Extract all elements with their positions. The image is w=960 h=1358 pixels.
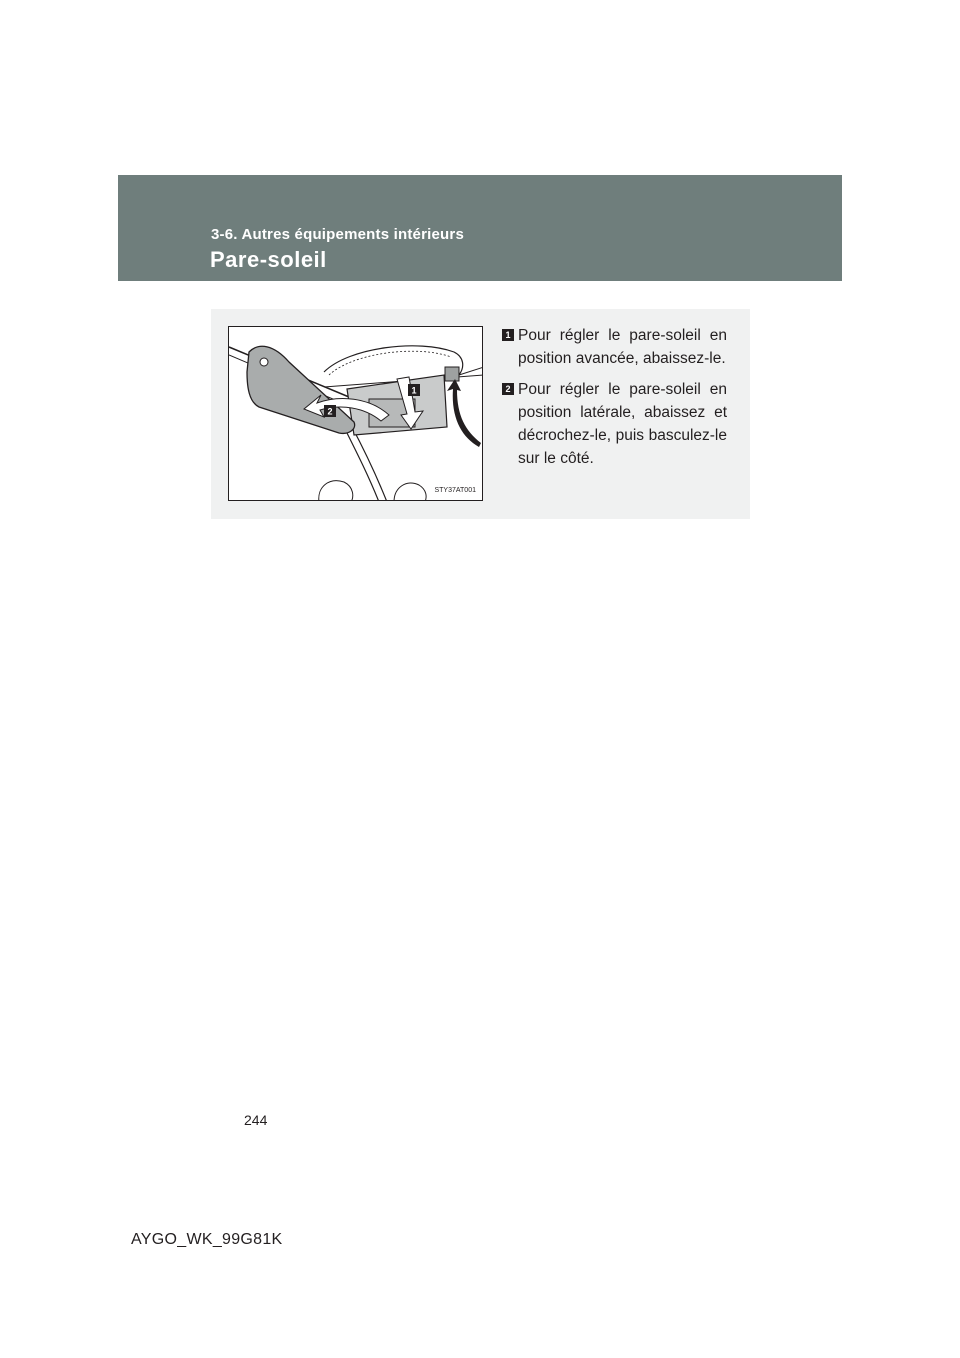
callout-1: 1: [411, 385, 417, 396]
page-header: [118, 175, 842, 281]
content-panel: [211, 309, 750, 519]
sun-visor-drawing: [229, 327, 483, 501]
page-number: 244: [244, 1112, 268, 1128]
instruction-list: [502, 324, 727, 478]
step-number-badge: 2: [502, 383, 514, 395]
instruction-text: Pour régler le pare-soleil en position avancée, abaissez-le.: [518, 327, 727, 367]
step-number-badge: 1: [502, 329, 514, 341]
figure-code: STY37AT001: [434, 487, 476, 494]
instruction-item: [502, 324, 727, 370]
instruction-text: Pour régler le pare-soleil en position latérale, abaissez et décrochez-le, puis basculez-le sur le côté.: [518, 381, 727, 467]
section-title: 3-6. Autres équipements intérieurs: [211, 226, 464, 243]
instruction-item: [502, 378, 727, 470]
callout-2: 2: [327, 406, 333, 417]
sun-visor-illustration: [228, 326, 483, 501]
document-code: AYGO_WK_99G81K: [131, 1231, 283, 1248]
page-title: Pare-soleil: [210, 247, 327, 272]
